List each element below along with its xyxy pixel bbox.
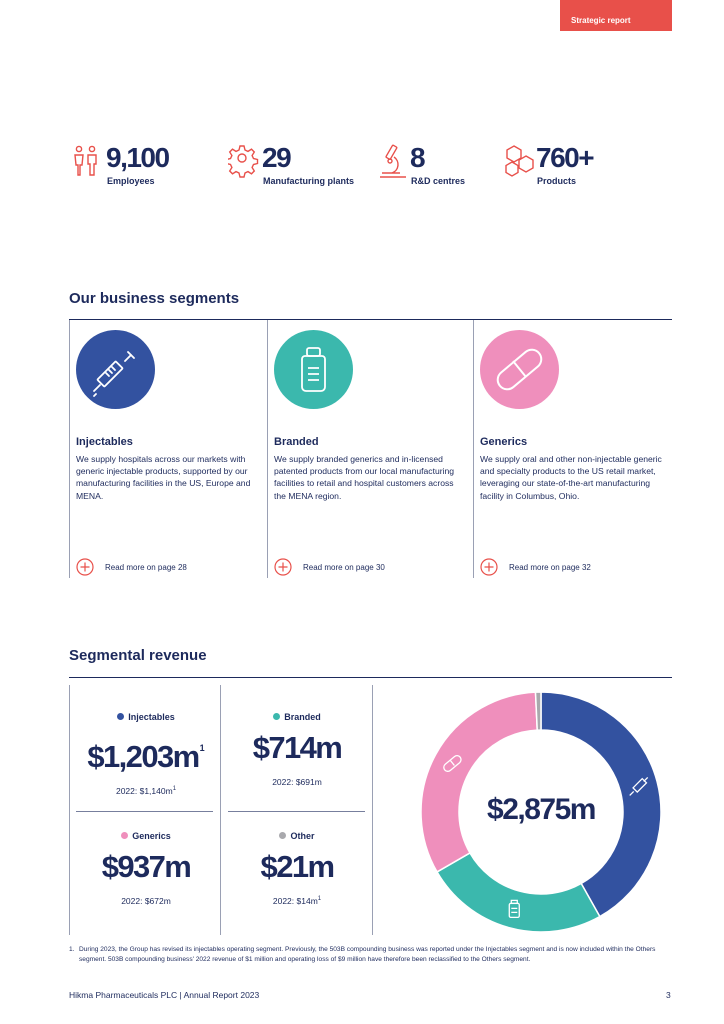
row-divider bbox=[76, 811, 213, 812]
segment-card-generics bbox=[473, 320, 663, 580]
segment-description: We supply oral and other non-injectable generic and specialty products to the US retail market, leveraging our state-of-the-art manufacturing facility in Columbus, Ohio. bbox=[480, 454, 662, 501]
revenue-value: $714m bbox=[252, 730, 342, 765]
bottle-icon bbox=[274, 330, 353, 409]
section-tag: Strategic report bbox=[560, 0, 672, 31]
segment-name: Branded bbox=[284, 712, 321, 722]
column-divider bbox=[220, 685, 221, 935]
donut-slice-generics bbox=[421, 692, 537, 872]
gear-icon bbox=[228, 144, 264, 180]
column-divider bbox=[372, 685, 373, 935]
row-divider bbox=[228, 811, 365, 812]
revenue-injectables bbox=[73, 712, 219, 796]
people-icon bbox=[72, 144, 108, 180]
donut-slice-other bbox=[535, 692, 541, 730]
read-more-label: Read more on page 30 bbox=[303, 563, 385, 572]
microscope-icon bbox=[376, 144, 412, 180]
segment-name: Generics bbox=[132, 831, 171, 841]
footnote-mark: 1 bbox=[199, 743, 205, 753]
stat-value: 8 bbox=[410, 142, 425, 173]
footnote-mark: 1 bbox=[317, 896, 322, 903]
stat-value: 9,100 bbox=[106, 142, 169, 173]
stat-value: 760+ bbox=[536, 142, 594, 173]
footnote-text: During 2023, the Group has revised its injectables operating segment. Previously, the 503B compounding business was reported under the Injectables segment and is now included within the Others segment. 503B compounding business' 2022 revenue of $1 million and operating loss of $9 million have therefore been reclassified to the Others segment. bbox=[79, 946, 656, 963]
read-more-label: Read more on page 32 bbox=[509, 563, 591, 572]
stat-label: Products bbox=[537, 176, 577, 186]
section-rule bbox=[69, 677, 672, 678]
segment-title: Branded bbox=[274, 436, 319, 448]
revenue-other bbox=[224, 831, 370, 906]
page-number: 3 bbox=[666, 990, 671, 1000]
footnote-number: 1. bbox=[69, 946, 75, 953]
segment-card-injectables bbox=[69, 320, 259, 580]
segment-card-branded bbox=[267, 320, 457, 580]
stat-label: Employees bbox=[107, 176, 155, 186]
donut-total-label: $2,875m bbox=[487, 793, 595, 826]
stat-label: Manufacturing plants bbox=[263, 176, 355, 186]
footer-report-title: Hikma Pharmaceuticals PLC | Annual Report 2023 bbox=[69, 990, 260, 1000]
footnote-mark: 1 bbox=[172, 786, 177, 793]
revenue-value: $937m bbox=[101, 849, 191, 884]
stat-label: R&D centres bbox=[411, 176, 466, 186]
footnote bbox=[69, 945, 669, 965]
syringe-icon bbox=[76, 330, 155, 409]
segment-name: Other bbox=[290, 831, 315, 841]
legend-dot bbox=[279, 832, 286, 839]
legend-dot bbox=[121, 832, 128, 839]
prior-year-value: 2022: $14m bbox=[272, 896, 318, 906]
plus-circle-icon bbox=[76, 558, 94, 576]
stat-value: 29 bbox=[262, 142, 291, 173]
legend-dot bbox=[273, 713, 280, 720]
segment-title: Generics bbox=[480, 436, 528, 448]
segment-title: Injectables bbox=[76, 436, 133, 448]
donut-slice-branded bbox=[437, 853, 600, 932]
section-heading-business-segments: Our business segments bbox=[69, 290, 240, 307]
prior-year-value: 2022: $691m bbox=[272, 777, 322, 787]
revenue-value: $1,203m bbox=[87, 739, 199, 774]
section-heading-segmental-revenue: Segmental revenue bbox=[69, 647, 207, 664]
revenue-generics bbox=[73, 831, 219, 906]
plus-circle-icon bbox=[480, 558, 498, 576]
legend-dot bbox=[117, 713, 124, 720]
read-more-label: Read more on page 28 bbox=[105, 563, 187, 572]
revenue-value: $21m bbox=[260, 849, 334, 884]
segment-description: We supply branded generics and in-licensed patented products from our local manufacturing facilities to retail and hospital customers across the MENA region. bbox=[274, 454, 455, 501]
hexagon-molecule-icon bbox=[502, 144, 538, 180]
prior-year-value: 2022: $672m bbox=[121, 896, 171, 906]
prior-year-value: 2022: $1,140m bbox=[115, 786, 173, 796]
plus-circle-icon bbox=[274, 558, 292, 576]
capsule-icon bbox=[480, 330, 559, 409]
segment-description: We supply hospitals across our markets with generic injectable products, supported by our manufacturing facilities in the US, Europe and MENA. bbox=[76, 454, 251, 501]
column-divider bbox=[69, 685, 70, 935]
revenue-branded bbox=[224, 712, 370, 787]
segment-name: Injectables bbox=[128, 712, 175, 722]
